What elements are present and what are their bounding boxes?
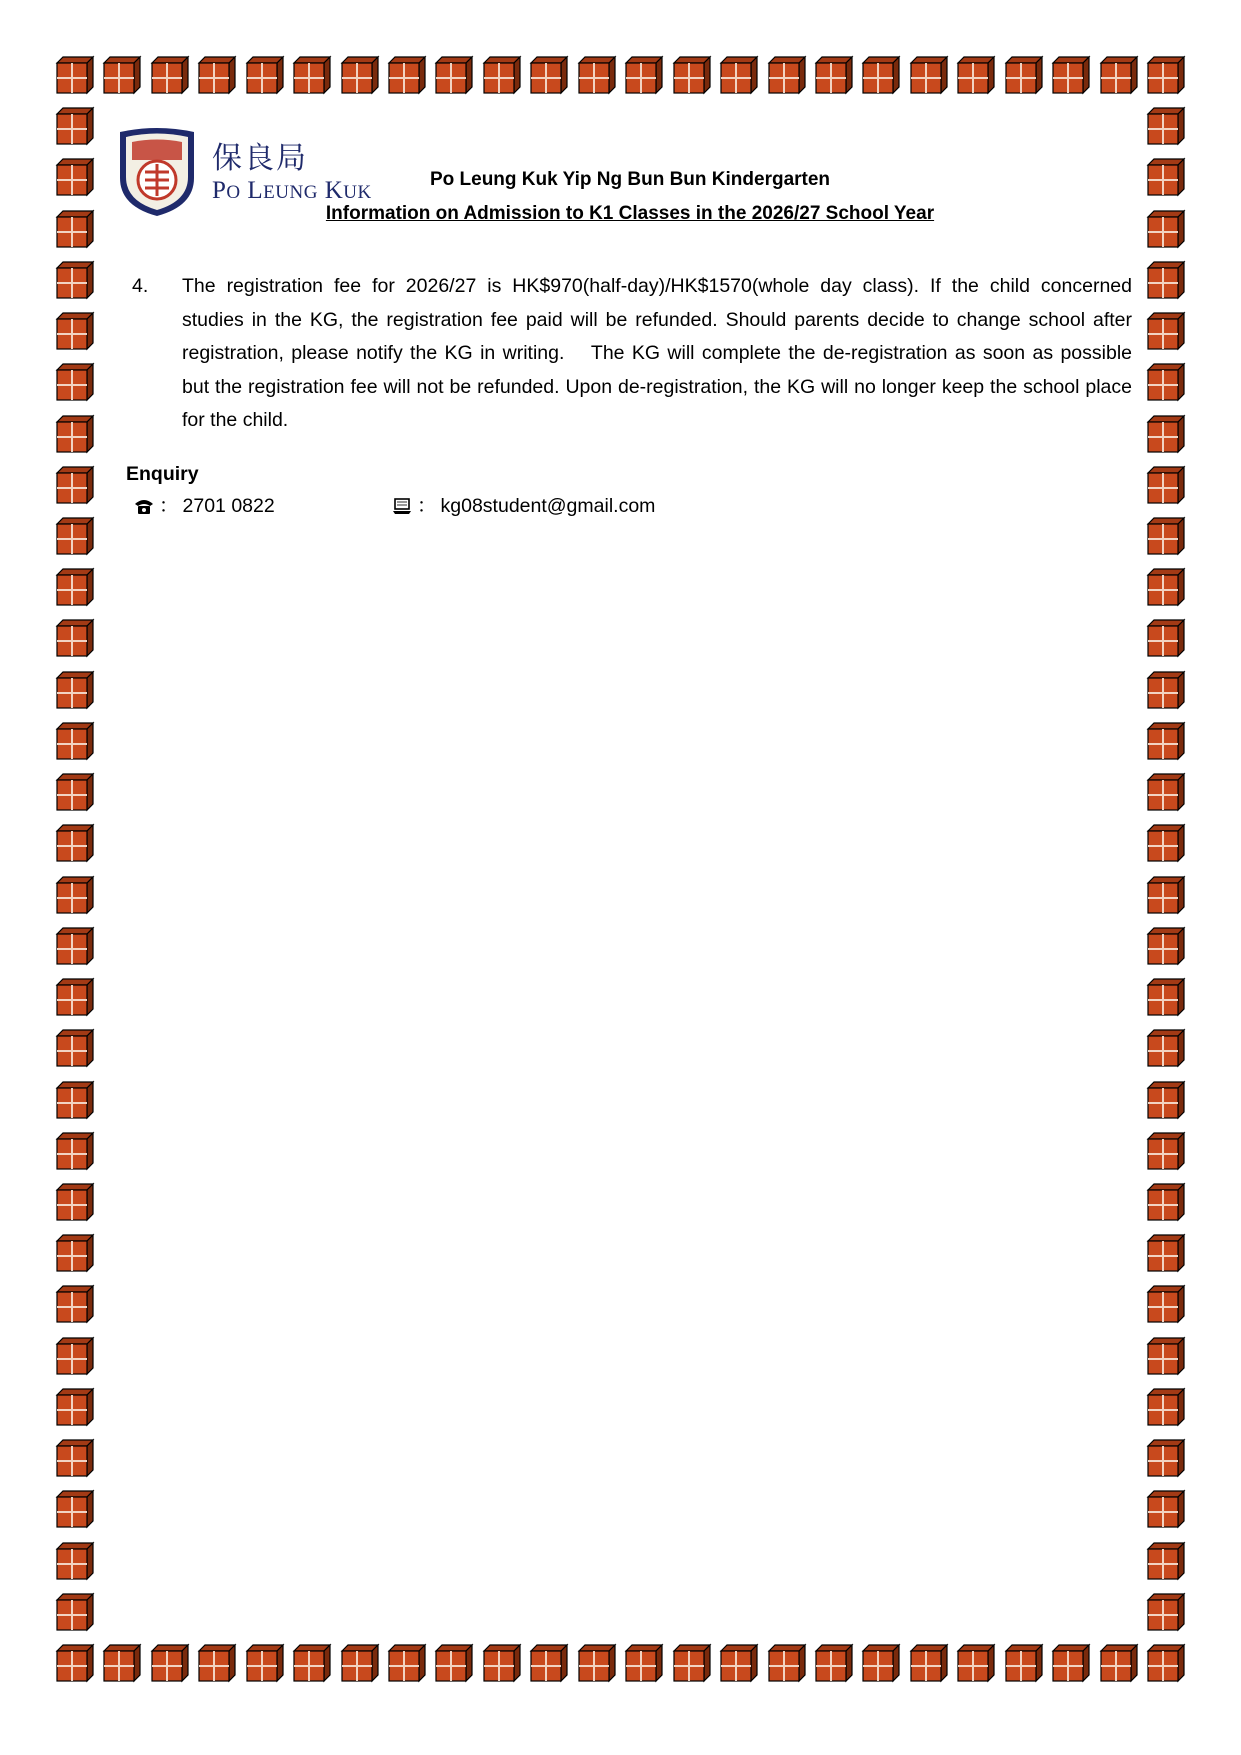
border-box-icon [55,260,95,300]
border-box-icon [1146,311,1186,351]
border-box-icon [482,55,522,95]
border-box-icon [1146,926,1186,966]
border-box-icon [1004,55,1044,95]
border-box-icon [956,55,996,95]
border-box-icon [767,1643,807,1683]
border-box-icon [1099,1643,1139,1683]
border-box-icon [55,1438,95,1478]
border-box-icon [814,55,854,95]
border-box-icon [624,55,664,95]
border-box-icon [1146,1643,1186,1683]
border-box-icon [814,1643,854,1683]
border-box-icon [292,55,332,95]
border-box-icon [861,55,901,95]
school-name: Po Leung Kuk Yip Ng Bun Bun Kindergarten [429,169,831,190]
border-box-icon [956,1643,996,1683]
document-title: Information on Admission to K1 Classes in the 2026/27 School Year [325,203,935,224]
border-box-icon [55,1541,95,1581]
border-box-icon [340,55,380,95]
border-box-icon [577,1643,617,1683]
border-box-icon [1146,157,1186,197]
border-box-icon [672,1643,712,1683]
border-box-icon [55,157,95,197]
border-box-icon [1146,772,1186,812]
border-box-icon [55,1387,95,1427]
border-box-icon [1146,516,1186,556]
item-number: 4. [132,275,149,297]
border-box-icon [197,1643,237,1683]
border-box-icon [482,1643,522,1683]
border-box-icon [909,1643,949,1683]
border-box-icon [55,567,95,607]
border-box-icon [1146,465,1186,505]
border-box-icon [55,311,95,351]
border-box-icon [55,977,95,1017]
border-box-icon [1146,823,1186,863]
border-box-icon [55,1028,95,1068]
phone-number: 2701 0822 [182,495,275,517]
border-box-icon [1146,618,1186,658]
border-box-icon [1146,1284,1186,1324]
border-box-icon [102,55,142,95]
border-box-icon [55,823,95,863]
border-box-icon [55,1284,95,1324]
border-box-icon [1004,1643,1044,1683]
border-box-icon [767,55,807,95]
border-box-icon [55,1131,95,1171]
border-box-icon [719,1643,759,1683]
border-box-icon [55,465,95,505]
border-box-icon [245,1643,285,1683]
border-box-icon [1146,1131,1186,1171]
border-box-icon [1051,1643,1091,1683]
border-box-icon [55,1233,95,1273]
border-box-icon [55,55,95,95]
po-leung-kuk-crest-icon [112,126,202,218]
border-box-icon [1146,1489,1186,1529]
border-box-icon [1146,721,1186,761]
border-box-icon [1146,875,1186,915]
border-box-icon [55,875,95,915]
border-box-icon [1146,670,1186,710]
border-box-icon [909,55,949,95]
border-box-icon [1146,567,1186,607]
email-separator: ： [417,495,437,517]
border-box-icon [1146,1182,1186,1222]
border-box-icon [434,55,474,95]
phone-separator: ： [159,495,179,517]
border-box-icon [55,414,95,454]
border-box-icon [55,209,95,249]
border-box-icon [1146,209,1186,249]
email-contact [391,493,655,519]
border-box-icon [719,55,759,95]
border-box-icon [55,1489,95,1529]
border-box-icon [340,1643,380,1683]
border-box-icon [55,1592,95,1632]
border-box-icon [577,55,617,95]
telephone-icon [133,496,155,516]
border-box-icon [1051,55,1091,95]
email-address[interactable]: kg08student@gmail.com [440,495,656,517]
border-box-icon [1146,1028,1186,1068]
border-box-icon [1146,1541,1186,1581]
border-box-icon [55,772,95,812]
border-box-icon [55,1080,95,1120]
border-box-icon [1146,1080,1186,1120]
list-item [132,270,1132,438]
border-box-icon [55,1182,95,1222]
organization-english-name: PO LEUNG KUK [212,177,372,204]
border-box-icon [1146,977,1186,1017]
border-box-icon [1146,1387,1186,1427]
border-box-icon [434,1643,474,1683]
border-box-icon [861,1643,901,1683]
organization-chinese-name: 保良局 [212,141,308,176]
border-box-icon [102,1643,142,1683]
border-box-icon [387,55,427,95]
border-box-icon [1146,1438,1186,1478]
border-box-icon [1099,55,1139,95]
border-box-icon [150,1643,190,1683]
border-box-icon [1146,1592,1186,1632]
border-box-icon [1146,106,1186,146]
enquiry-heading: Enquiry [126,463,199,485]
border-box-icon [197,55,237,95]
border-box-icon [55,362,95,402]
border-box-icon [1146,414,1186,454]
border-box-icon [55,1643,95,1683]
phone-contact [133,493,275,519]
border-box-icon [55,1336,95,1376]
border-box-icon [1146,362,1186,402]
item-text: The registration fee for 2026/27 is HK$970(half-day)/HK$1570(whole day class). If the child concerned studies in the KG, the registration fee paid will be refunded. Should parents decide to change school after registration, please notify the KG in writing. The KG will complete the de-registration as soon as possible but the registration fee will not be refunded. Upon de-registration, the KG will no longer keep the school place for the child. [182,275,1132,431]
border-box-icon [150,55,190,95]
border-box-icon [245,55,285,95]
border-box-icon [387,1643,427,1683]
border-box-icon [55,106,95,146]
border-box-icon [292,1643,332,1683]
border-box-icon [55,670,95,710]
border-box-icon [55,618,95,658]
border-box-icon [55,926,95,966]
border-box-icon [624,1643,664,1683]
border-box-icon [529,55,569,95]
border-box-icon [1146,1336,1186,1376]
border-box-icon [529,1643,569,1683]
border-box-icon [1146,1233,1186,1273]
border-box-icon [1146,260,1186,300]
border-box-icon [55,721,95,761]
border-box-icon [672,55,712,95]
computer-icon [391,496,413,516]
border-box-icon [55,516,95,556]
border-box-icon [1146,55,1186,95]
